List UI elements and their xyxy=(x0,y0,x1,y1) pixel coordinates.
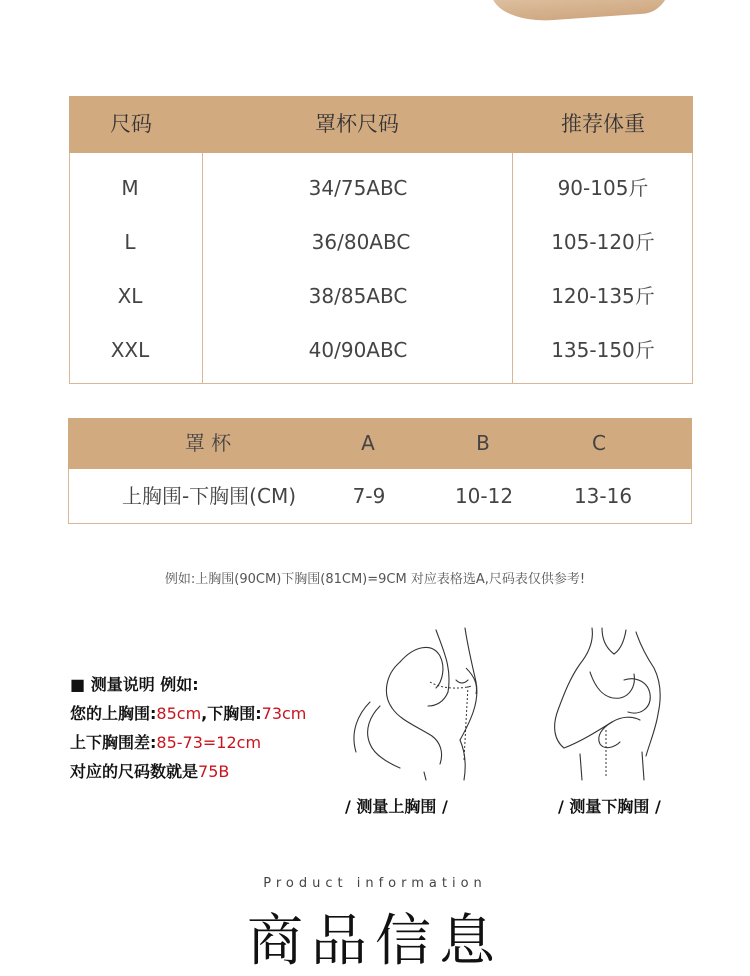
diff-value: 85-73=12cm xyxy=(156,733,262,752)
cup-cell: 40/90ABC xyxy=(308,338,408,362)
weight-cell: 90-105斤 xyxy=(557,176,649,200)
header-cup-size: 罩杯尺码 xyxy=(315,112,399,136)
lower-label: ,下胸围: xyxy=(201,704,262,723)
product-info-title: 商品信息 xyxy=(247,909,503,974)
table-row xyxy=(69,469,691,523)
range-cell: 10-12 xyxy=(454,484,514,508)
upper-value: 85cm xyxy=(156,704,202,723)
row-label: 上胸围-下胸围(CM) xyxy=(121,484,297,508)
table-row xyxy=(70,269,692,323)
weight-cell: 120-135斤 xyxy=(551,284,655,308)
under-bust-illustration xyxy=(540,624,680,782)
result-label: 对应的尺码数就是 xyxy=(70,762,199,781)
cup-cell: 34/75ABC xyxy=(308,176,408,200)
header-cup-a: A xyxy=(361,431,375,455)
table-row xyxy=(70,215,692,269)
lower-value: 73cm xyxy=(261,704,307,723)
header-weight: 推荐体重 xyxy=(561,112,645,136)
cup-table-header xyxy=(68,418,692,469)
size-cell: L xyxy=(124,230,136,254)
range-cell: 7-9 xyxy=(352,484,386,508)
header-cup-b: B xyxy=(476,431,490,455)
cup-cell: 36/80ABC xyxy=(311,230,411,254)
example-note: 例如:上胸围(90CM)下胸围(81CM)=9CM 对应表格选A,尺码表仅供参考! xyxy=(164,572,586,587)
size-table-header xyxy=(69,96,693,153)
table-row xyxy=(70,161,692,215)
size-cell: M xyxy=(121,176,139,200)
size-cell: XXL xyxy=(110,338,150,362)
cup-chart-table xyxy=(68,418,692,524)
upper-label: 您的上胸围: xyxy=(70,704,157,723)
cup-cell: 38/85ABC xyxy=(308,284,408,308)
range-cell: 13-16 xyxy=(573,484,633,508)
weight-cell: 135-150斤 xyxy=(551,338,655,362)
size-cell: XL xyxy=(117,284,143,308)
diff-label: 上下胸围差: xyxy=(70,733,157,752)
size-chart-table xyxy=(69,96,693,384)
under-bust-caption: / 测量下胸围 / xyxy=(558,797,661,816)
product-image-edge xyxy=(491,0,674,24)
measurement-title: ■ 测量说明 例如: xyxy=(70,675,199,694)
table-row xyxy=(70,323,692,377)
header-cup-c: C xyxy=(592,431,606,455)
header-cup-label: 罩 杯 xyxy=(184,431,232,455)
product-info-subtitle: Product information xyxy=(263,876,487,891)
result-value: 75B xyxy=(198,762,230,781)
upper-bust-caption: / 测量上胸围 / xyxy=(345,797,448,816)
header-size: 尺码 xyxy=(110,112,152,136)
upper-bust-illustration xyxy=(340,622,510,782)
weight-cell: 105-120斤 xyxy=(551,230,655,254)
